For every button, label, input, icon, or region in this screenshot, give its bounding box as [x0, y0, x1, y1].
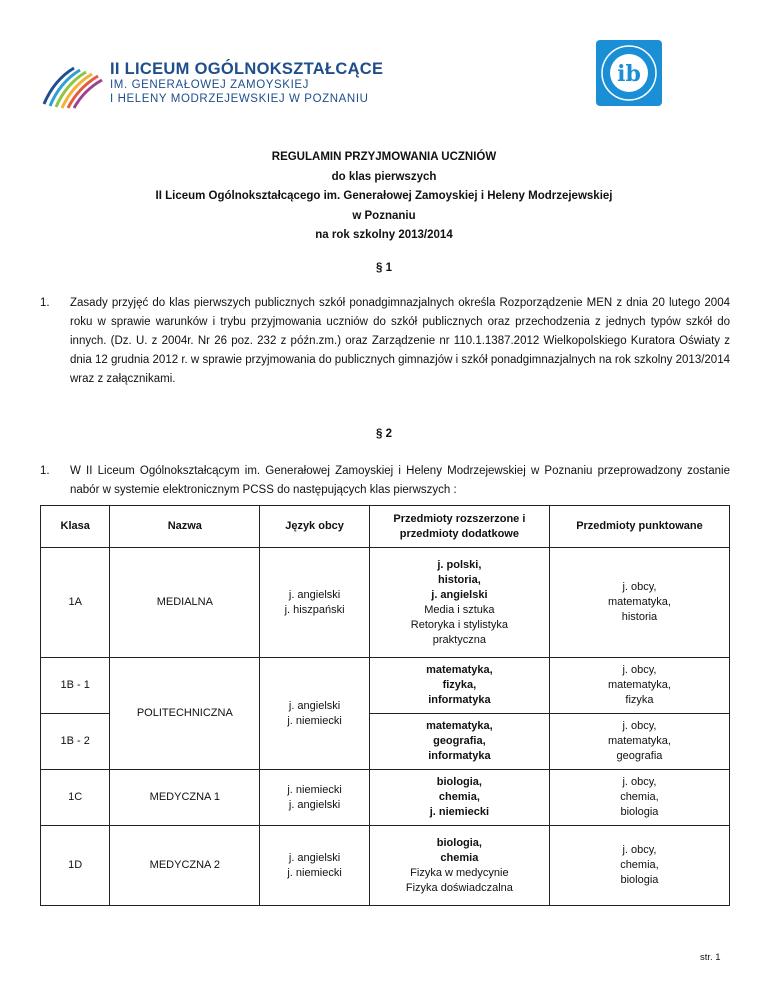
header-przedmioty-punktowane: Przedmioty punktowane: [549, 506, 729, 548]
cell-punktowane: [549, 826, 729, 906]
header-jezyk: Język obcy: [260, 506, 370, 548]
rozszerzony-item: chemia,: [438, 791, 480, 803]
section2-point: [40, 462, 730, 500]
ib-logo: [596, 40, 662, 106]
punktowany-item: j. obcy,: [622, 581, 657, 593]
punktowany-item: chemia,: [620, 859, 659, 871]
cell-punktowane: [549, 714, 729, 770]
section1-point-text: Zasady przyjęć do klas pierwszych publicznych szkół ponadgimnazjalnych określa Rozporządzenie MEN z dnia 20 lutego 2004 roku w sprawie warunków i trybu przyjmowania uczniów do szkół publicznych oraz przechodzenia z jednych typów szkół do innych. (Dz. U. z 2004r. Nr 26 poz. 232 z późn.zm.) oraz Zarządzenie nr 110.1.1387.2012 Wielkopolskiego Kuratora Oświaty z dnia 12 grudnia 2012 r. w sprawie przyjmowania do publicznych gimnazjów i szkół ponadgimnazjalnych na rok szkolny 2013/2014 wraz z załącznikami.: [70, 297, 730, 385]
jezyk-item: j. angielski: [288, 851, 341, 864]
rozszerzony-item: j. niemiecki: [429, 806, 490, 818]
punktowany-item: biologia: [620, 806, 659, 818]
section1-point: [40, 294, 730, 389]
title-line4: w Poznaniu: [352, 209, 416, 222]
cell-punktowane: [549, 770, 729, 826]
rozszerzony-item: chemia: [440, 851, 479, 864]
cell-klasa: 1C: [41, 770, 110, 826]
rozszerzony-item: j. angielski: [431, 588, 488, 601]
punktowany-item: geografia: [616, 750, 663, 762]
section2-point-text: W II Liceum Ogólnokształcącym im. Generałowej Zamoyskiej i Heleny Modrzejewskiej w Poznaniu przeprowadzony zostanie nabór w systemie elektronicznym PCSS do następujących klas pierwszych :: [70, 465, 730, 496]
school-logo-mark-icon: [40, 60, 104, 110]
title-line1: REGULAMIN PRZYJMOWANIA UCZNIÓW: [271, 151, 497, 163]
punktowany-item: matematyka,: [607, 596, 671, 608]
jezyk-item: j. angielski: [288, 798, 341, 811]
cell-jezyk: [260, 770, 370, 826]
jezyk-item: j. hiszpański: [284, 603, 345, 616]
rozszerzony-item: j. polski,: [437, 558, 482, 571]
title-line3: II Liceum Ogólnokształcącego im. Generałowej Zamoyskiej i Heleny Modrzejewskiej: [155, 190, 613, 202]
cell-klasa: 1A: [41, 548, 110, 658]
header-nazwa: Nazwa: [110, 506, 260, 548]
cell-jezyk: [260, 548, 370, 658]
table-row: [41, 770, 730, 826]
punktowany-item: matematyka,: [607, 679, 671, 691]
header-klasa: Klasa: [41, 506, 110, 548]
cell-jezyk: [260, 826, 370, 906]
title-line2: do klas pierwszych: [331, 170, 437, 183]
school-logo-text: [110, 60, 383, 106]
cell-rozszerzone: [369, 714, 549, 770]
dodatkowy-item: Retoryka i stylistyka: [410, 618, 508, 631]
rozszerzony-item: matematyka,: [426, 664, 493, 676]
page-number: str. 1: [700, 952, 721, 963]
dodatkowy-item: Fizyka w medycynie: [410, 866, 509, 879]
rozszerzony-item: geografia,: [433, 735, 486, 747]
cell-nazwa: MEDYCZNA 2: [110, 826, 260, 906]
dodatkowy-item: Fizyka doświadczalna: [405, 881, 513, 894]
table-row: [41, 826, 730, 906]
rozszerzony-item: informatyka: [428, 750, 491, 762]
section1-sign: § 1: [376, 262, 392, 274]
cell-rozszerzone: [369, 826, 549, 906]
section2-sign: § 2: [376, 428, 392, 440]
dodatkowy-item: praktyczna: [432, 633, 486, 646]
jezyk-item: j. niemiecki: [287, 714, 342, 727]
punktowany-item: matematyka,: [607, 735, 671, 747]
section1-point-number: 1.: [40, 297, 50, 309]
cell-nazwa: MEDIALNA: [110, 548, 260, 658]
cell-nazwa: POLITECHNICZNA: [110, 658, 260, 770]
school-logo: [40, 60, 384, 110]
rozszerzony-item: informatyka: [428, 694, 491, 706]
rozszerzony-item: historia,: [437, 573, 481, 586]
cell-nazwa: MEDYCZNA 1: [110, 770, 260, 826]
rozszerzony-item: matematyka,: [426, 720, 493, 732]
punktowany-item: biologia: [620, 874, 659, 886]
header-przedmioty-rozszerzone: Przedmioty rozszerzone i przedmioty dodatkowe: [369, 506, 549, 548]
punktowany-item: fizyka: [625, 694, 654, 706]
ib-letters: ib: [617, 61, 641, 87]
jezyk-item: j. niemiecki: [287, 866, 342, 879]
cell-klasa: 1D: [41, 826, 110, 906]
punktowany-item: j. obcy,: [622, 776, 657, 788]
document-title: [0, 148, 768, 246]
rozszerzony-item: fizyka,: [442, 679, 477, 691]
jezyk-item: j. niemiecki: [287, 783, 342, 796]
school-name-line3: I HELENY MODRZEJEWSKIEJ W POZNANIU: [110, 93, 369, 105]
table-row: [41, 548, 730, 658]
jezyk-item: j. angielski: [288, 588, 341, 601]
school-name-line1: II LICEUM OGÓLNOKSZTAŁCĄCE: [110, 60, 384, 78]
punktowany-item: j. obcy,: [622, 844, 657, 856]
ib-logo-icon: [596, 40, 662, 106]
rozszerzony-item: biologia,: [436, 836, 482, 849]
section2-point-number: 1.: [40, 465, 50, 477]
classes-table: [40, 505, 730, 906]
dodatkowy-item: Media i sztuka: [424, 603, 495, 616]
school-name-line2: IM. GENERAŁOWEJ ZAMOYSKIEJ: [110, 79, 309, 91]
jezyk-item: j. angielski: [288, 699, 341, 712]
cell-klasa: 1B - 1: [41, 658, 110, 714]
punktowany-item: historia: [621, 611, 658, 623]
cell-rozszerzone: [369, 548, 549, 658]
cell-klasa: 1B - 2: [41, 714, 110, 770]
cell-jezyk: [260, 658, 370, 770]
title-line5: na rok szkolny 2013/2014: [315, 229, 453, 241]
cell-rozszerzone: [369, 658, 549, 714]
punktowany-item: j. obcy,: [622, 720, 657, 732]
cell-punktowane: [549, 658, 729, 714]
cell-rozszerzone: [369, 770, 549, 826]
cell-punktowane: [549, 548, 729, 658]
table-row: [41, 658, 730, 714]
table-header-row: [41, 506, 730, 548]
punktowany-item: j. obcy,: [622, 664, 657, 676]
punktowany-item: chemia,: [620, 791, 659, 803]
rozszerzony-item: biologia,: [436, 776, 482, 788]
